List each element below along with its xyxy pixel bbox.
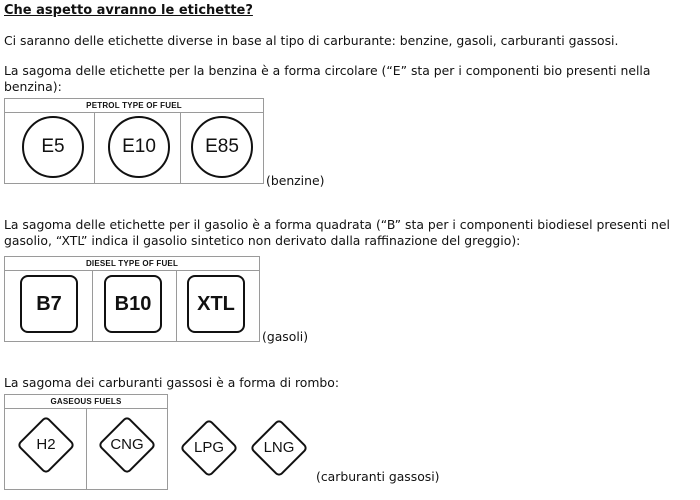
petrol-table-header: PETROL TYPE OF FUEL [5, 99, 263, 113]
gaseous-label-cng [97, 415, 157, 475]
gaseous-label-lng [249, 418, 309, 478]
gaseous-caption: (carburanti gassosi) [316, 469, 440, 484]
diesel-label-b7: B7 [20, 275, 78, 333]
page-title: Che aspetto avranno le etichette? [4, 3, 253, 18]
gaseous-table-header: GASEOUS FUELS [5, 395, 167, 409]
diesel-description-line2: gasolio, “XTL” indica il gasolio sintetico non derivato dalla raffinazione del greggio): [4, 233, 521, 248]
gaseous-label-h2-text: H2 [36, 436, 56, 453]
gaseous-description: La sagoma dei carburanti gassosi è a forma di rombo: [4, 375, 340, 390]
gaseous-label-lng-text: LNG [263, 439, 295, 456]
diesel-label-b10: B10 [104, 275, 162, 333]
petrol-description-line2: benzina): [4, 79, 62, 94]
gaseous-label-lpg [179, 418, 239, 478]
gaseous-label-cng-text: CNG [110, 436, 144, 453]
gaseous-label-table [4, 394, 168, 490]
petrol-label-table [4, 98, 264, 184]
petrol-label-e10: E10 [108, 116, 170, 178]
gaseous-label-lpg-text: LPG [193, 439, 224, 456]
petrol-description-line1: La sagoma delle etichette per la benzina è a forma circolare (“E” sta per i componenti bio presenti nella [4, 63, 651, 78]
petrol-caption: (benzine) [266, 173, 325, 188]
diesel-label-xtl: XTL [187, 275, 245, 333]
intro-text: Ci saranno delle etichette diverse in base al tipo di carburante: benzine, gasoli, carburanti gassosi. [4, 33, 619, 48]
petrol-label-e85: E85 [191, 116, 253, 178]
diesel-description-line1: La sagoma delle etichette per il gasolio è a forma quadrata (“B” sta per i componenti biodiesel presenti nel [4, 217, 670, 232]
gaseous-label-h2 [16, 415, 76, 475]
diesel-table-header: DIESEL TYPE OF FUEL [5, 257, 259, 271]
petrol-label-e5: E5 [22, 116, 84, 178]
diesel-caption: (gasoli) [262, 329, 309, 344]
diesel-label-table [4, 256, 260, 342]
